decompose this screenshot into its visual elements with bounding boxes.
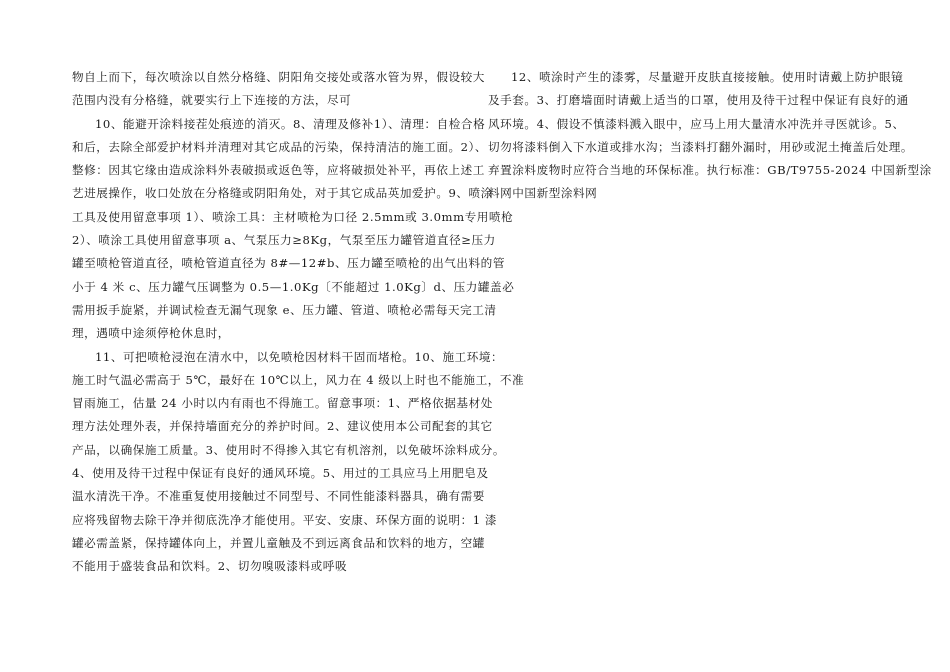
text-line: 2）、喷涂工具使用留意事项 a、气泵压力≥8Kg，气泵至压力罐管道直径≥压力: [72, 233, 496, 248]
paragraph-start-line: 10、能避开涂料接茬处痕迹的消灭。8、清理及修补1）、清理：自检合格: [95, 116, 486, 131]
paragraph-start-line: 11、可把喷枪浸泡在清水中，以免喷枪因材料干固而堵枪。10、施工环境：: [95, 349, 504, 364]
right-text-column: [488, 66, 932, 206]
text-line: 需用扳手旋紧，并调试检查无漏气现象 e、压力罐、管道、喷枪必需每天完工清: [72, 302, 497, 317]
text-line: 及手套。3、打磨墙面时请戴上适当的口罩，使用及待干过程中保证有良好的通: [488, 93, 909, 108]
text-line: 工具及使用留意事项 1）、喷涂工具：主材喷枪为口径 2.5mm或 3.0mm专用喷枪: [72, 209, 514, 224]
text-line: 料网中国新型涂料网: [488, 186, 598, 201]
text-line: 温水清洗干净。不准重复使用接触过不同型号、不同性能漆料器具，确有需要: [72, 489, 485, 504]
text-line: 理，遇喷中途须停枪休息时，: [72, 326, 230, 341]
text-line: 罐必需盖紧，保持罐体向上，并置儿童触及不到远离食品和饮料的地方，空罐: [72, 535, 485, 550]
text-line: 应将残留物去除干净并彻底洗净才能使用。平安、安康、环保方面的说明：1 漆: [72, 512, 498, 527]
text-line: 风环境。4、假设不慎漆料溅入眼中，应马上用大量清水冲洗并寻医就诊。5、: [488, 116, 905, 131]
left-text-column: [72, 66, 525, 579]
text-line: 产品，以确保施工质量。3、使用时不得掺入其它有机溶剂，以免破坏涂料成分。: [72, 442, 505, 457]
text-line: 罐至喷枪管道直径，喷枪管道直径为 8#—12#b、压力罐至喷枪的出气出料的管: [72, 256, 505, 271]
text-line: 范围内没有分格缝，就要实行上下连接的方法，尽可: [72, 93, 352, 108]
text-line: 整修：因其它缘由造成涂料外表破损或返色等，应将破损处补平，再依上述工: [72, 163, 485, 178]
text-line: 冒雨施工，估量 24 小时以内有雨也不得施工。留意事项：1、严格依据基材处: [72, 396, 493, 411]
text-line: 理方法处理外表，并保持墙面充分的养护时间。2、建议使用本公司配套的其它: [72, 419, 493, 434]
text-line: 和后，去除全部爱护材料并清理对其它成品的污染，保持清洁的施工面。2）、: [72, 139, 488, 154]
text-line: 小于 4 米 c、压力罐气压调整为 0.5—1.0Kg〔不能超过 1.0Kg〕d、压力罐盖必: [72, 279, 515, 294]
paragraph-start-line: 12、喷涂时产生的漆雾，尽量避开皮肤直接接触。使用时请戴上防护眼镜: [511, 70, 904, 84]
text-line: 4、使用及待干过程中保证有良好的通风环境。5、用过的工具应马上用肥皂及: [72, 466, 489, 481]
text-line: 切勿将漆料倒入下水道或排水沟；当漆料打翻外漏时，用砂或泥土掩盖后处理。: [488, 139, 914, 154]
text-line: 弃置涂料废物时应符合当地的环保标准。执行标准：GB/T9755-2024 中国新型涂: [488, 163, 932, 178]
text-line: 物自上而下，每次喷涂以自然分格缝、阴阳角交接处或落水管为界，假设较大: [72, 70, 485, 84]
text-line: 施工时气温必需高于 5℃，最好在 10℃以上，风力在 4 级以上时也不能施工，不准: [72, 372, 525, 387]
text-line: 不能用于盛装食品和饮料。2、切勿嗅吸漆料或呼吸: [72, 559, 348, 574]
text-line: 艺进展操作，收口处放在分格缝或阴阳角处，对于其它成品英加爱护。9、喷涂: [72, 186, 493, 201]
